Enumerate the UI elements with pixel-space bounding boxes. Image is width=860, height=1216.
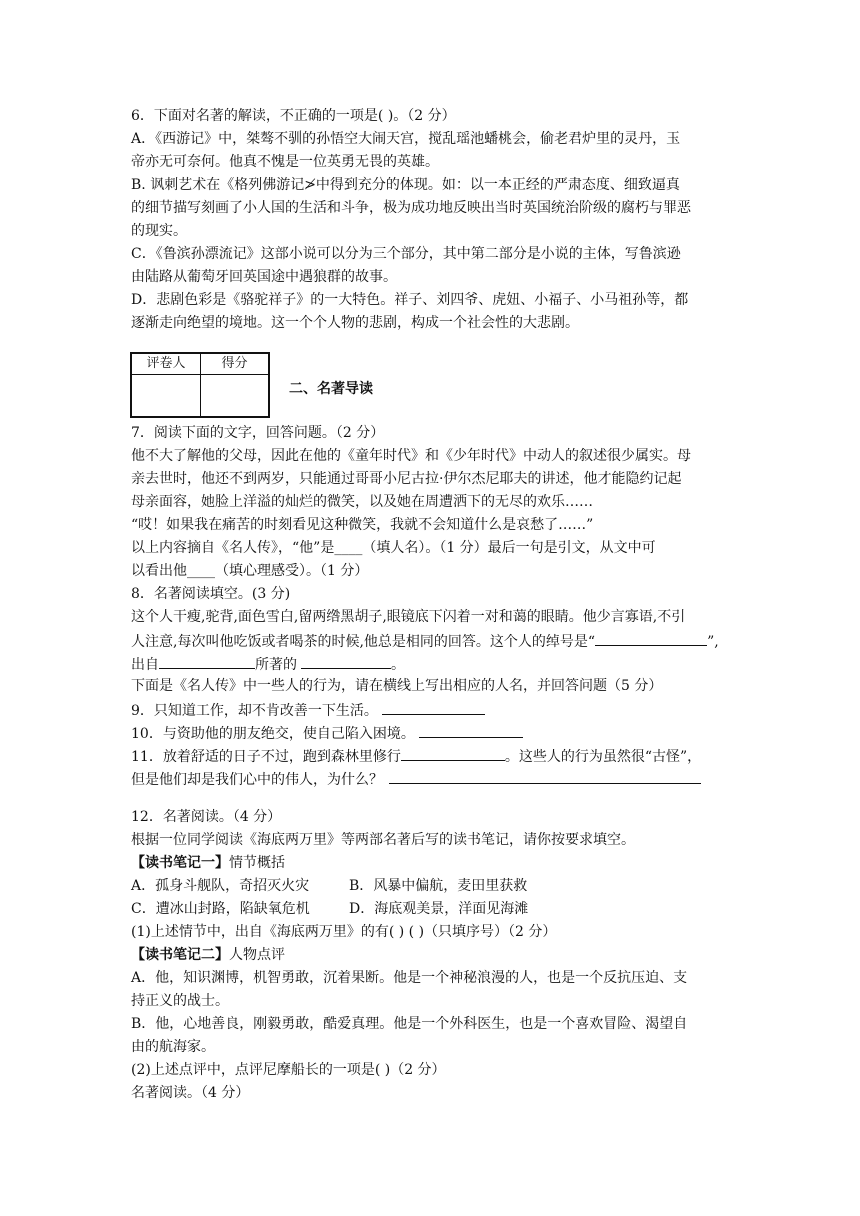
q7-passage-line1: 他不大了解他的父母，因此在他的《童年时代》和《少年时代》中动人的叙述很少属实。母 bbox=[131, 448, 691, 464]
q12-option-a: A．孤身斗舰队，奇招灭火灾 bbox=[131, 878, 310, 894]
q6-option-d-line2: 逐渐走向绝望的境地。这一个个人物的悲剧，构成一个社会性的大悲剧。 bbox=[131, 315, 579, 331]
q12-options-row2 bbox=[131, 898, 528, 920]
q8-work-label: 所著的 bbox=[255, 657, 297, 673]
q12-note1-title: 情节概括 bbox=[229, 855, 285, 871]
q6-option-d-line1: D．悲剧色彩是《骆驼祥子》的一大特色。祥子、刘四爷、虎妞、小福子、小马祖孙等，都 bbox=[131, 292, 689, 308]
q8-work-blank[interactable] bbox=[301, 652, 391, 669]
q8-passage-line3 bbox=[131, 652, 405, 674]
q7-question-line2: 以看出他____（填心理感受）。（1 分） bbox=[131, 563, 369, 579]
q12-stem: 12．名著阅读。（4 分） bbox=[131, 809, 282, 825]
q12-option-b: B．风暴中偏航，麦田里获救 bbox=[349, 878, 528, 894]
q6-stem: 6．下面对名著的解读，不正确的一项是( )。（2 分） bbox=[131, 108, 456, 124]
q12-eval-a-line1: A．他，知识渊博，机智勇敢，沉着果断。他是一个神秘浪漫的人，也是一个反抗压迫、支 bbox=[131, 970, 688, 986]
q11-line1 bbox=[131, 744, 701, 766]
score-table-score-header: 得分 bbox=[221, 356, 248, 371]
q6-option-c-line2: 由陆路从葡萄牙回英国途中遇狼群的故事。 bbox=[131, 269, 397, 285]
score-table-grader-header: 评卷人 bbox=[146, 356, 186, 371]
q12-eval-b-line1: B．他，心地善良，刚毅勇敢，酷爱真理。他是一个外科医生，也是一个喜欢冒险、渴望自 bbox=[131, 1016, 688, 1032]
q7-passage-line3: 母亲面容，她脸上洋溢的灿烂的微笑，以及她在周遭洒下的无尽的欢乐…… bbox=[131, 494, 593, 510]
q12-eval-a-line2: 持正义的战士。 bbox=[131, 993, 229, 1009]
q11-text-b: 。这些人的行为虽然很“古怪”， bbox=[504, 749, 702, 765]
q8-nickname-blank[interactable] bbox=[595, 629, 707, 646]
q7-quote: “哎！如果我在痛苦的时刻看见这种微笑，我就不会知道什么是哀愁了……” bbox=[131, 517, 594, 533]
q6-option-c-line1: C．《鲁滨孙漂流记》这部小说可以分为三个部分，其中第二部分是小说的主体，写鲁滨逊 bbox=[131, 246, 681, 262]
q8-from-label: 出自 bbox=[131, 657, 159, 673]
q12-eval-b-line2: 由的航海家。 bbox=[131, 1039, 215, 1055]
q12-options-row1 bbox=[131, 875, 527, 897]
section-title: 二、名著导读 bbox=[289, 381, 373, 397]
q9-blank[interactable] bbox=[382, 698, 485, 715]
q8-passage-line2 bbox=[131, 629, 719, 651]
q8-passage-line1: 这个人干瘦,驼背,面色雪白,留两绺黑胡子,眼镜底下闪着一对和蔼的眼睛。他少言寡语,不引 bbox=[131, 609, 686, 625]
q11-text-c: 但是他们却是我们心中的伟人，为什么？ bbox=[131, 772, 383, 788]
q12-intro: 根据一位同学阅读《海底两万里》等两部名著后写的读书笔记，请你按要求填空。 bbox=[131, 832, 635, 848]
q11-name-blank[interactable] bbox=[401, 744, 505, 761]
q6-option-b-line1: B. 讽刺艺术在《格列佛游记≯中得到充分的体现。如：以一本正经的严肃态度、细致逼真 bbox=[131, 177, 680, 193]
q10-blank[interactable] bbox=[419, 721, 523, 738]
q12-sub1: (1)上述情节中，出自《海底两万里》的有( ) ( )（只填序号）（2 分） bbox=[131, 924, 557, 940]
q6-option-b-line2: 的细节描写刻画了小人国的生活和斗争，极为成功地反映出当时英国统治阶级的腐朽与罪恶 bbox=[131, 200, 691, 216]
q8-author-blank[interactable] bbox=[159, 652, 255, 669]
q9-11-intro: 下面是《名人传》中一些人的行为，请在横线上写出相应的人名，并回答问题（5 分） bbox=[131, 678, 663, 694]
q12-option-d: D．海底观美景，洋面见海滩 bbox=[349, 901, 529, 917]
q11-answer-blank[interactable] bbox=[389, 767, 701, 784]
q9-line bbox=[131, 698, 485, 720]
q12-sub2: (2)上述点评中，点评尼摩船长的一项是( )（2 分） bbox=[131, 1062, 446, 1078]
q7-stem: 7．阅读下面的文字，回答问题。（2 分） bbox=[131, 425, 385, 441]
q7-passage-line2: 亲去世时，他还不到两岁，只能通过哥哥小尼古拉·伊尔杰尼耶夫的讲述，他才能隐约记起 bbox=[131, 471, 682, 487]
q6-option-a-line2: 帝亦无可奈何。他真不愧是一位英勇无畏的英雄。 bbox=[131, 154, 439, 170]
q11-text-a: 11．放着舒适的日子不过，跑到森林里修行 bbox=[131, 749, 401, 765]
q8-stem: 8．名著阅读填空。(3 分) bbox=[131, 586, 291, 602]
q12-note1-label: 【读书笔记一】 bbox=[131, 855, 229, 871]
q12-note1-heading bbox=[131, 852, 285, 874]
q8-nickname-prompt: 人注意,每次叫他吃饭或者喝茶的时候,他总是相同的回答。这个人的绰号是“ bbox=[131, 634, 596, 650]
q12-note2-title: 人物点评 bbox=[229, 947, 285, 963]
q9-text: 9．只知道工作，却不肯改善一下生活。 bbox=[131, 703, 378, 719]
q8-nickname-close: ”, bbox=[707, 634, 719, 650]
q10-text: 10．与资助他的朋友绝交，使自己陷入困境。 bbox=[131, 726, 415, 742]
q12-note2-label: 【读书笔记二】 bbox=[131, 947, 229, 963]
q6-option-a-line1: A．《西游记》中，桀骜不驯的孙悟空大闹天宫，搅乱瑶池蟠桃会，偷老君炉里的灵丹，玉 bbox=[131, 131, 681, 147]
tail-heading: 名著阅读。（4 分） bbox=[131, 1085, 250, 1101]
score-table bbox=[130, 352, 270, 418]
q8-end-mark: 。 bbox=[391, 657, 405, 673]
q12-option-c: C．遭冰山封路，陷缺氧危机 bbox=[131, 901, 310, 917]
q12-note2-heading bbox=[131, 944, 285, 966]
q6-option-b-line3: 的现实。 bbox=[131, 223, 187, 239]
q10-line bbox=[131, 721, 523, 743]
q7-question-line1: 以上内容摘自《名人传》，“他”是____（填人名）。（1 分）最后一句是引文，从文中可 bbox=[131, 540, 656, 556]
q11-line2 bbox=[131, 767, 701, 789]
